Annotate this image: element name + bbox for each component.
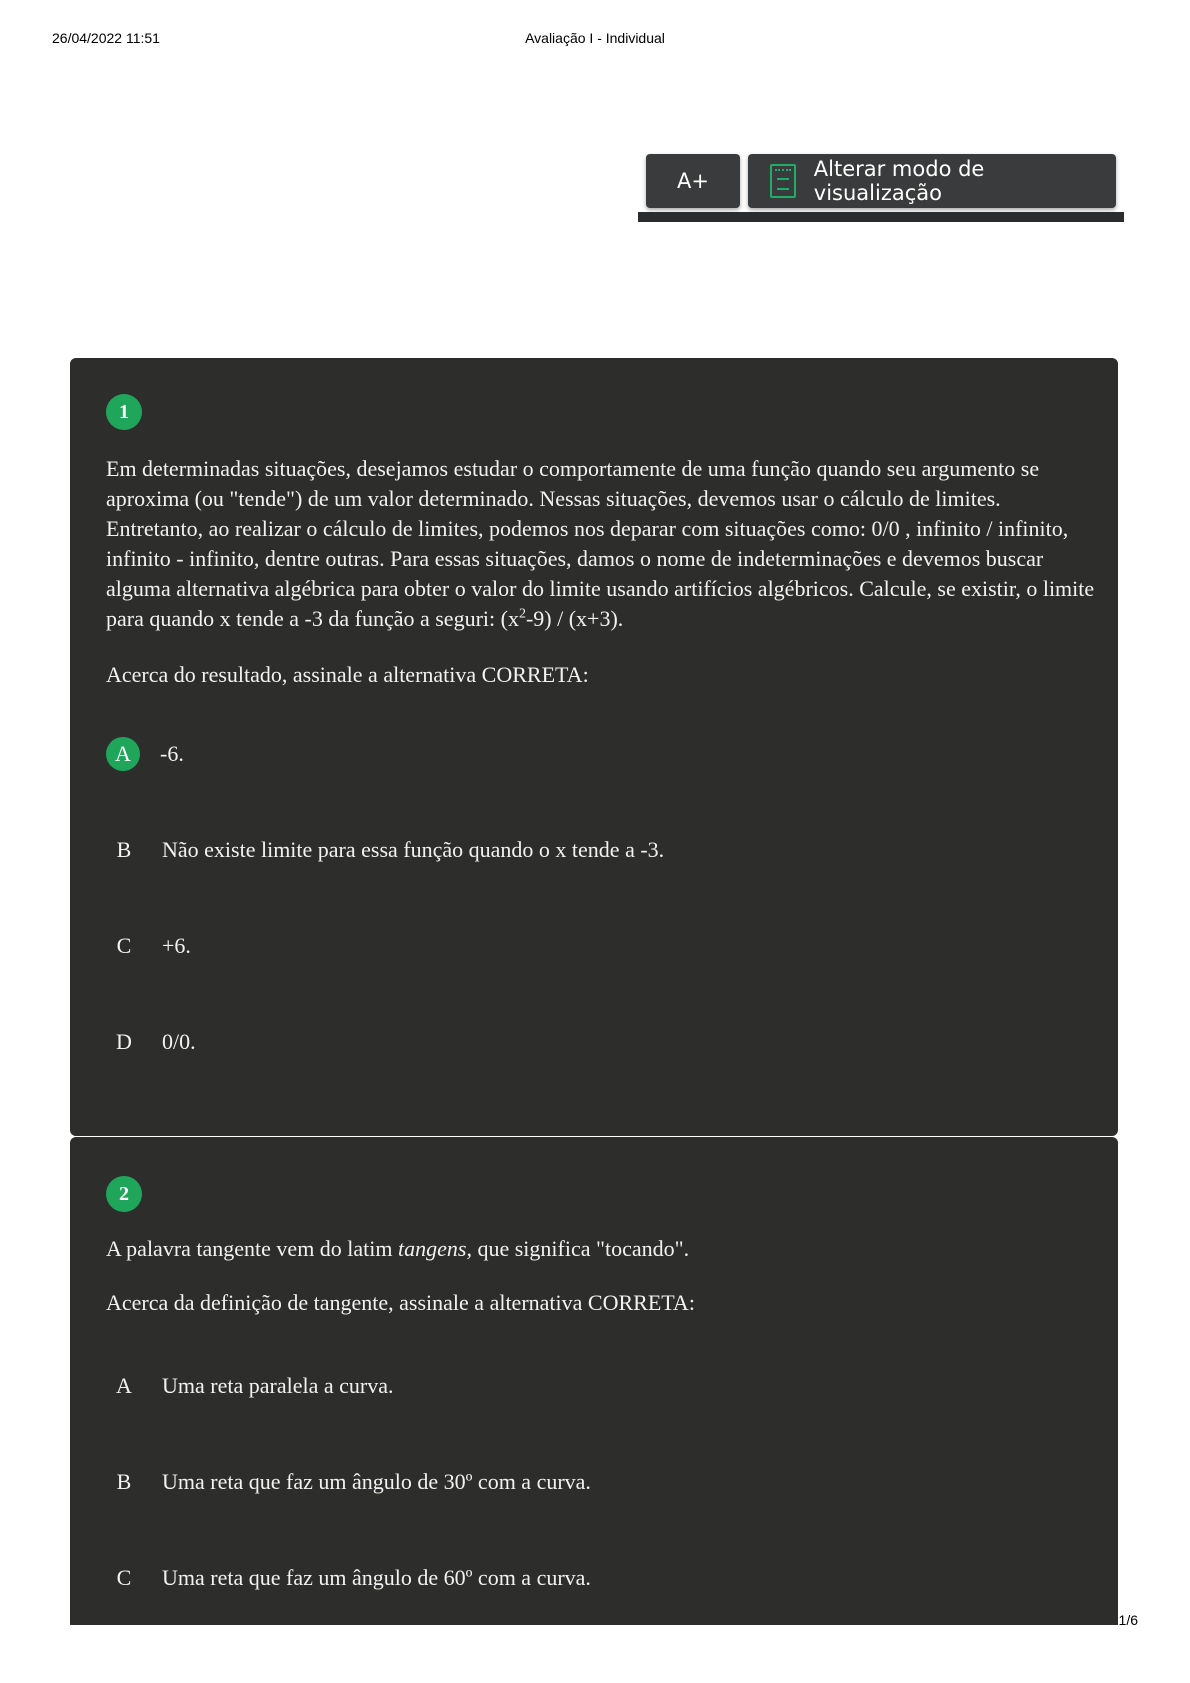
question-stem-text: Em determinadas situações, desejamos estudar o comportamente de uma função quando seu argumento se aproxima (ou "tende") de um valor determinado. Nessas situações, devemos usar o cálculo de limites. Entretanto, ao realizar o cálculo de limites, podemos nos deparar com situações como: 0/0 , infinito / infinito, infinito - infinito, dentre outras. Para essas situações, damos o nome de indeterminações e devemos buscar alguma alternativa algébrica para obter o valor do limite usando artifícios algébricos. Calcule, se existir, o limite para quando x tende a -3 da função a seguri: (x bbox=[106, 456, 1095, 631]
print-header bbox=[0, 30, 1190, 50]
question-card-2 bbox=[70, 1137, 1118, 1625]
print-title: Avaliação I - Individual bbox=[525, 30, 665, 46]
option-text: Uma reta que faz um ângulo de 30º com a curva. bbox=[162, 1469, 591, 1494]
option-letter: B bbox=[116, 837, 132, 862]
option-text: Uma reta que faz um ângulo de 60º com a curva. bbox=[162, 1565, 591, 1590]
question-prompt: Acerca do resultado, assinale a alternativa CORRETA: bbox=[106, 662, 589, 687]
question-card-1 bbox=[70, 358, 1118, 1136]
option-text: 0/0. bbox=[162, 1029, 196, 1054]
question-stem-text: A palavra tangente vem do latim bbox=[106, 1236, 399, 1261]
option-b[interactable] bbox=[106, 832, 664, 868]
print-page-number: 1/6 bbox=[1118, 1612, 1138, 1628]
option-c[interactable] bbox=[106, 928, 191, 964]
option-a[interactable] bbox=[106, 1368, 393, 1404]
latin-word: tangens, bbox=[398, 1236, 472, 1261]
print-datetime: 26/04/2022 11:51 bbox=[52, 30, 160, 46]
font-increase-button[interactable]: A+ bbox=[646, 154, 740, 208]
question-number-badge: 1 bbox=[106, 394, 142, 430]
option-text: -6. bbox=[160, 741, 184, 766]
option-text: Não existe limite para essa função quando o x tende a -3. bbox=[162, 837, 665, 862]
question-stem bbox=[106, 454, 1096, 634]
question-number-badge: 2 bbox=[106, 1176, 142, 1212]
option-c[interactable] bbox=[106, 1560, 591, 1596]
document-icon bbox=[770, 164, 796, 198]
option-d[interactable] bbox=[106, 1024, 196, 1060]
exponent: 2 bbox=[518, 606, 526, 622]
question-stem bbox=[106, 1234, 1096, 1264]
option-letter: D bbox=[116, 1029, 132, 1054]
question-stem-text-end: que significa "tocando". bbox=[471, 1236, 690, 1261]
option-text: +6. bbox=[162, 933, 191, 958]
option-text: Uma reta paralela a curva. bbox=[162, 1373, 394, 1398]
question-prompt: Acerca da definição de tangente, assinale a alternativa CORRETA: bbox=[106, 1290, 695, 1315]
change-view-mode-button[interactable] bbox=[748, 154, 1116, 208]
option-a[interactable] bbox=[106, 736, 184, 772]
option-letter-correct: A bbox=[106, 737, 140, 771]
option-b[interactable] bbox=[106, 1464, 591, 1500]
toolbar-underline bbox=[638, 212, 1124, 222]
option-letter: B bbox=[116, 1469, 132, 1494]
option-letter: C bbox=[116, 933, 132, 958]
option-letter: C bbox=[116, 1565, 132, 1590]
option-letter: A bbox=[116, 1373, 132, 1398]
toolbar bbox=[638, 154, 1116, 222]
question-stem-text-end: -9) / (x+3). bbox=[525, 606, 624, 631]
change-view-mode-label: Alterar modo de visualização bbox=[813, 157, 985, 205]
